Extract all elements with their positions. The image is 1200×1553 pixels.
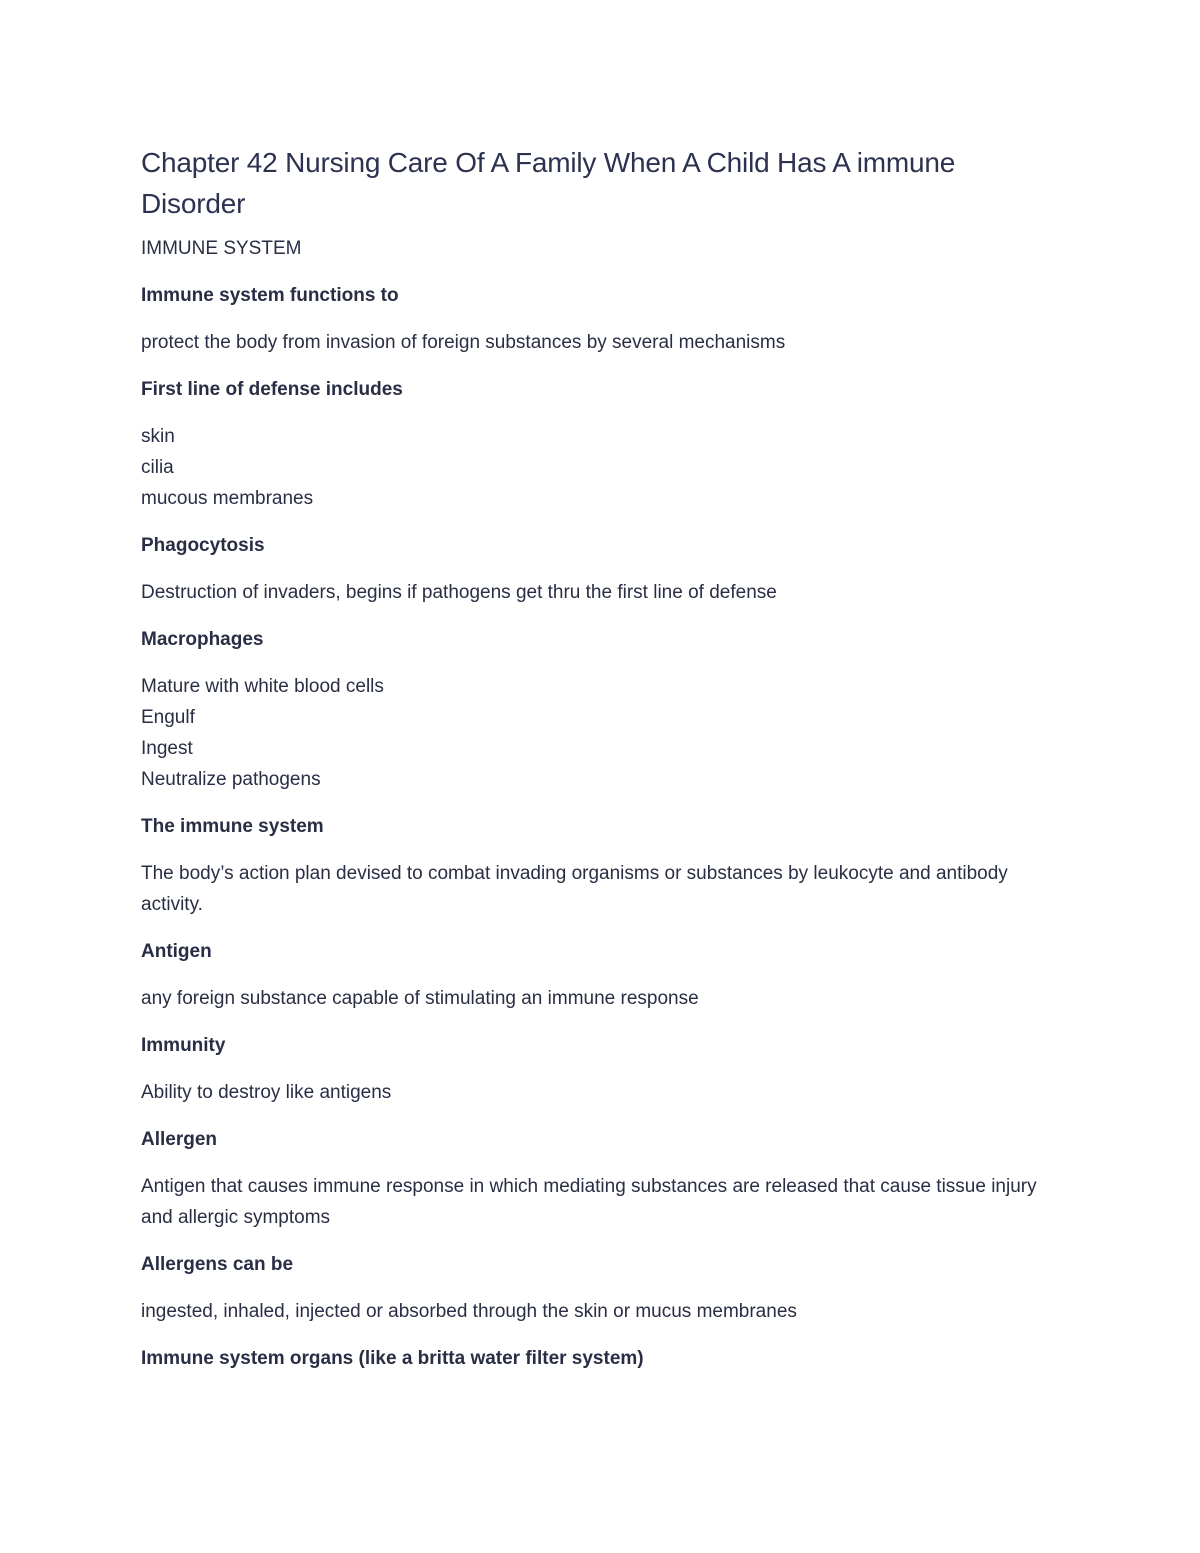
spacer: [141, 264, 1050, 280]
definition-text: any foreign substance capable of stimulating an immune response: [141, 988, 699, 1009]
term-heading: Allergens can be: [141, 1254, 294, 1275]
term-heading: Allergen: [141, 1129, 218, 1150]
term-heading: Macrophages: [141, 629, 264, 650]
definition-list: Mature with white blood cells Engulf Ingest Neutralize pathogens: [141, 676, 384, 790]
term-heading: Antigen: [141, 941, 212, 962]
term-heading: Immunity: [141, 1035, 226, 1056]
definition-text: protect the body from invasion of foreign substances by several mechanisms: [141, 332, 786, 353]
term-heading: The immune system: [141, 816, 324, 837]
definition-list: skin cilia mucous membranes: [141, 426, 314, 509]
definition-text: ingested, inhaled, injected or absorbed through the skin or mucus membranes: [141, 1301, 797, 1322]
term-heading: Immune system functions to: [141, 285, 399, 306]
term-heading: Phagocytosis: [141, 535, 265, 556]
term-heading: Immune system organs (like a britta water filter system): [141, 1348, 644, 1369]
definition-text: Destruction of invaders, begins if pathogens get thru the first line of defense: [141, 582, 777, 603]
term-heading: First line of defense includes: [141, 379, 403, 400]
definition-text: Ability to destroy like antigens: [141, 1082, 392, 1103]
entry-list: [141, 280, 1050, 1374]
section-heading: IMMUNE SYSTEM: [141, 238, 302, 259]
page-title: Chapter 42 Nursing Care Of A Family When A Child Has A immune Disorder: [141, 147, 956, 219]
definition-text: Antigen that causes immune response in which mediating substances are released that cause tissue injury and allergic symptoms: [141, 1176, 1037, 1228]
definition-text: The body’s action plan devised to combat invading organisms or substances by leukocyte and antibody activity.: [141, 863, 1008, 915]
